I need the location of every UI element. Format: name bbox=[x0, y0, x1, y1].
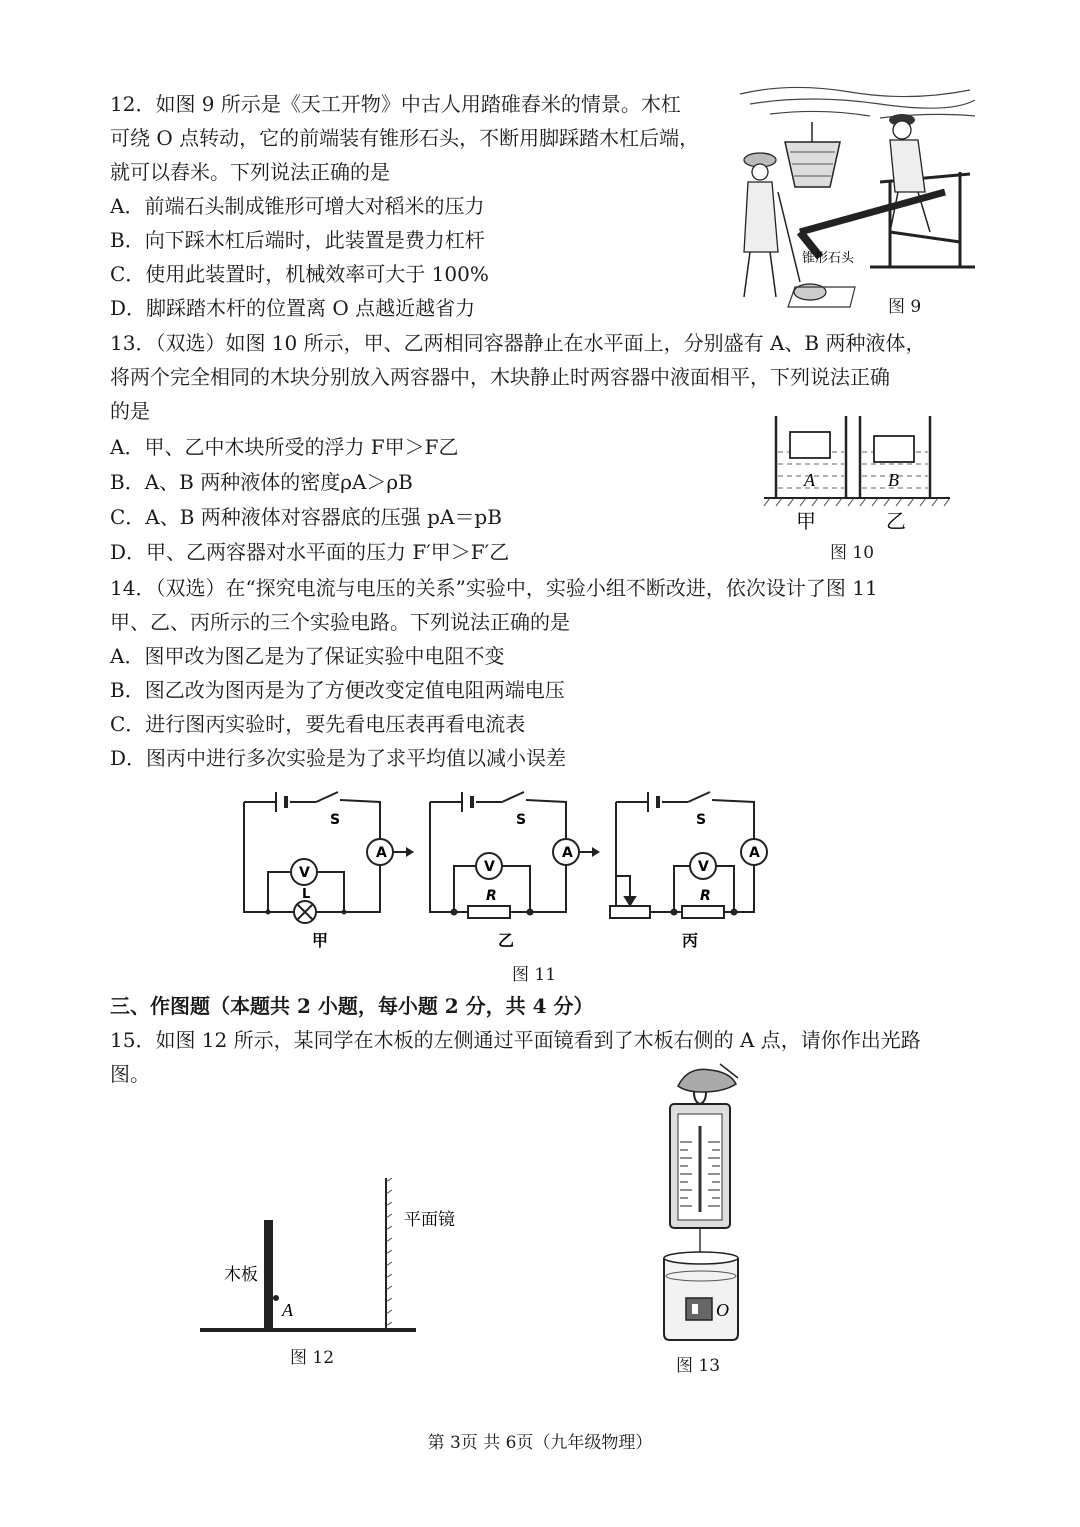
fig10-liquid-a-label: A bbox=[804, 470, 815, 490]
circuit-yi-switch: S bbox=[516, 812, 527, 828]
circuit-jia-ammeter: A bbox=[376, 845, 387, 861]
q12-line-3: 就可以舂米。下列说法正确的是 bbox=[110, 160, 390, 184]
q14-option-d: D．图丙中进行多次实验是为了求平均值以减小误差 bbox=[110, 746, 567, 770]
q15-line-1: 15．如图 12 所示，某同学在木板的左侧通过平面镜看到了木板右侧的 A 点，请你作出光路 bbox=[110, 1028, 921, 1052]
q12-option-c: C．使用此装置时，机械效率可大于 100% bbox=[110, 262, 489, 286]
q14-option-b: B．图乙改为图丙是为了方便改变定值电阻两端电压 bbox=[110, 678, 565, 702]
circuit-yi-voltmeter: V bbox=[484, 859, 495, 875]
fig12-board-label: 木板 bbox=[224, 1265, 258, 1285]
circuit-yi-resistor: R bbox=[486, 888, 497, 904]
fig11-caption: 图 11 bbox=[512, 965, 557, 985]
q13-option-d: D．甲、乙两容器对水平面的压力 F′甲＞F′乙 bbox=[110, 540, 510, 564]
figure-12-mirror-board bbox=[196, 1170, 455, 1345]
fig12-caption: 图 12 bbox=[290, 1348, 335, 1368]
fig10-caption: 图 10 bbox=[830, 543, 875, 563]
circuit-yi-ammeter: A bbox=[562, 845, 573, 861]
circuit-label-yi: 乙 bbox=[498, 931, 515, 950]
fig13-caption: 图 13 bbox=[676, 1356, 721, 1376]
section-3-title: 三、作图题（本题共 2 小题，每小题 2 分，共 4 分） bbox=[110, 994, 594, 1018]
q12-option-d: D．脚踩踏木杆的位置离 O 点越近越省力 bbox=[110, 296, 476, 320]
fig10-label-jia: 甲 bbox=[796, 509, 816, 533]
circuit-jia-voltmeter: V bbox=[299, 865, 310, 881]
q14-option-a: A．图甲改为图乙是为了保证实验中电阻不变 bbox=[110, 644, 505, 668]
figure-11-circuits bbox=[238, 786, 798, 956]
page-footer: 第 3页 共 6页（九年级物理） bbox=[427, 1433, 653, 1453]
circuit-jia-switch: S bbox=[330, 812, 341, 828]
q12-line-2: 可绕 O 点转动，它的前端装有锥形石头，不断用脚踩踏木杠后端， bbox=[110, 126, 700, 150]
q12-option-a: A．前端石头制成锥形可增大对稻米的压力 bbox=[110, 194, 485, 218]
q15-line-2: 图。 bbox=[110, 1062, 150, 1086]
q13-option-a: A．甲、乙中木块所受的浮力 F甲＞F乙 bbox=[110, 435, 459, 459]
circuit-jia-lamp: L bbox=[302, 887, 311, 902]
fig12-mirror-label: 平面镜 bbox=[404, 1210, 455, 1230]
q13-line-2: 将两个完全相同的木块分别放入两容器中，木块静止时两容器中液面相平，下列说法正确 bbox=[110, 365, 890, 389]
fig9-caption: 图 9 bbox=[888, 297, 922, 317]
fig10-label-yi: 乙 bbox=[886, 509, 906, 533]
circuit-bing-voltmeter: V bbox=[698, 859, 709, 875]
fig12-point-a: A bbox=[282, 1300, 293, 1320]
q13-line-1: 13．（双选）如图 10 所示，甲、乙两相同容器静止在水平面上，分别盛有 A、B 两种液体， bbox=[110, 331, 926, 355]
circuit-bing-switch: S bbox=[696, 812, 707, 828]
fig13-point-o: O bbox=[716, 1300, 729, 1320]
q13-line-3: 的是 bbox=[110, 399, 150, 423]
figure-9-illustration bbox=[730, 82, 980, 322]
circuit-label-jia: 甲 bbox=[312, 931, 329, 950]
q14-option-c: C．进行图丙实验时，要先看电压表再看电流表 bbox=[110, 712, 526, 736]
fig10-liquid-b-label: B bbox=[888, 470, 899, 490]
circuit-bing-ammeter: A bbox=[749, 845, 760, 861]
q14-line-1: 14．（双选）在“探究电流与电压的关系”实验中，实验小组不断改进，依次设计了图 11 bbox=[110, 576, 878, 600]
figure-13-spring-scale bbox=[640, 1062, 760, 1347]
q14-line-2: 甲、乙、丙所示的三个实验电路。下列说法正确的是 bbox=[110, 610, 570, 634]
q13-option-b: B．A、B 两种液体的密度ρA＞ρB bbox=[110, 470, 413, 494]
figure-10-containers bbox=[762, 412, 952, 537]
q12-line-1: 12．如图 9 所示是《天工开物》中古人用踏碓舂米的情景。木杠 bbox=[110, 92, 681, 116]
circuit-bing-resistor: R bbox=[700, 888, 711, 904]
circuit-label-bing: 丙 bbox=[682, 931, 699, 950]
fig9-label-cone-stone: 锥形石头 bbox=[802, 251, 855, 266]
q13-option-c: C．A、B 两种液体对容器底的压强 pA＝pB bbox=[110, 505, 502, 529]
q12-option-b: B．向下踩木杠后端时，此装置是费力杠杆 bbox=[110, 228, 485, 252]
